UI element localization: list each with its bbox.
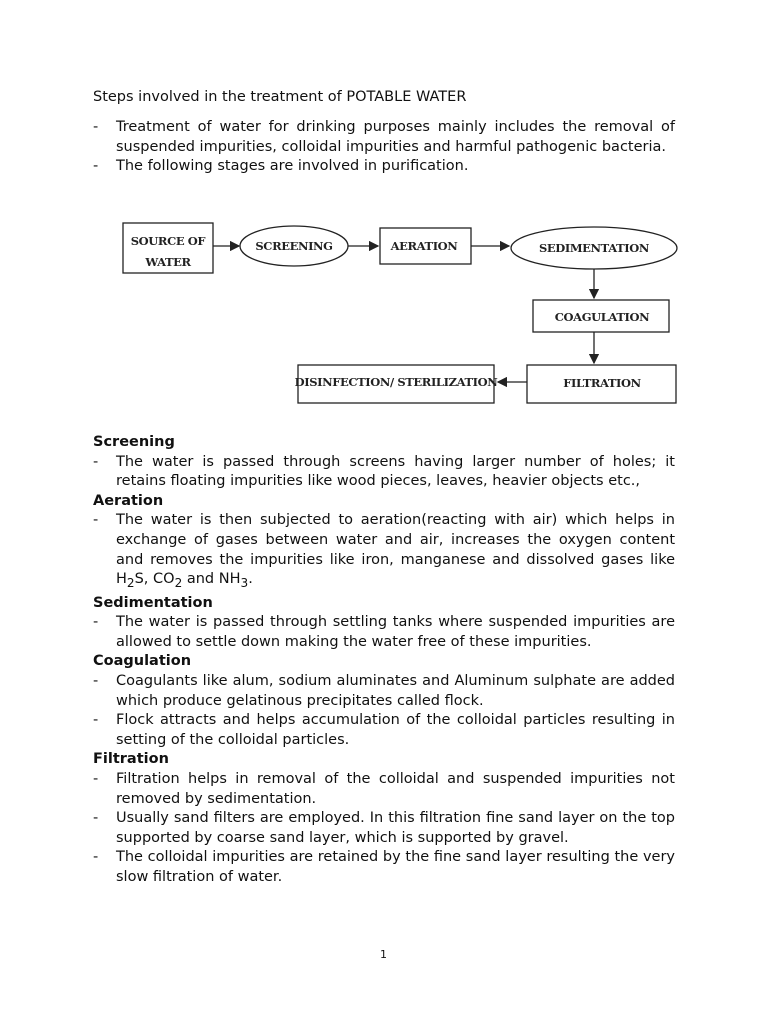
coagulation-bullet: - Flock attracts and helps accumulation of the colloidal particles resulting in setting of the colloidal particles. [93,711,675,750]
intro-list [93,118,675,177]
section-heading-filtration: Filtration [93,751,169,768]
page-number: 1 [380,948,387,961]
treatment-sections [93,433,675,888]
screening-node-label: SCREENING [255,239,333,253]
section-heading-sedimentation: Sedimentation [93,594,213,611]
source-of-water-label-line2: WATER [145,255,191,269]
aeration-node-label: AERATION [390,239,458,253]
screening-bullet: - The water is passed through screens having larger number of holes; it retains floating impurities like wood pieces, leaves, heavier objects etc., [93,453,675,492]
section-heading-screening: Screening [93,434,175,450]
aeration-h2s-rest: S, CO [134,571,175,588]
document-title: Steps involved in the treatment of POTABLE WATER [93,89,467,105]
intro-bullet: - Treatment of water for drinking purposes mainly includes the removal of suspended impurities, colloidal impurities and harmful pathogenic bacteria. [93,118,675,157]
disinfection-node-label: DISINFECTION/ STERILIZATION [294,375,498,389]
section-heading-coagulation: Coagulation [93,653,192,670]
co2-subscript: 2 [174,576,183,591]
section-heading-aeration: Aeration [93,492,164,509]
aeration-bullet-text: The water is then subjected to aeration(reacting with air) which helps in exchange of gases between water and air, increases the oxygen content and removes the impurities like iron, manganese and dissolved gases like H [116,512,675,588]
nh3-subscript: 3 [240,576,249,591]
filtration-bullet: - The colloidal impurities are retained by the fine sand layer resulting the very slow filtration of water. [93,848,675,887]
treatment-flowchart [122,220,682,410]
sedimentation-node-label: SEDIMENTATION [539,241,649,255]
filtration-bullet: - Usually sand filters are employed. In this filtration fine sand layer on the top supported by coarse sand layer, which is supported by gravel. [93,809,675,848]
sedimentation-bullet: - The water is passed through settling tanks where suspended impurities are allowed to settle down making the water free of these impurities. [93,613,675,652]
intro-bullet: - The following stages are involved in purification. [93,157,675,177]
coagulation-node-label: COAGULATION [554,310,650,324]
source-of-water-label-line1: SOURCE OF [130,234,206,248]
filtration-bullet: - Filtration helps in removal of the colloidal and suspended impurities not removed by sedimentation. [93,770,675,809]
aeration-end: . [248,571,253,588]
h2s-subscript: 2 [126,576,135,591]
filtration-node-label: FILTRATION [563,376,641,390]
aeration-co2-rest: and NH [182,571,241,588]
aeration-bullet [93,511,675,593]
coagulation-bullet: - Coagulants like alum, sodium aluminates and Aluminum sulphate are added which produce gelatinous precipitates called flock. [93,672,675,711]
